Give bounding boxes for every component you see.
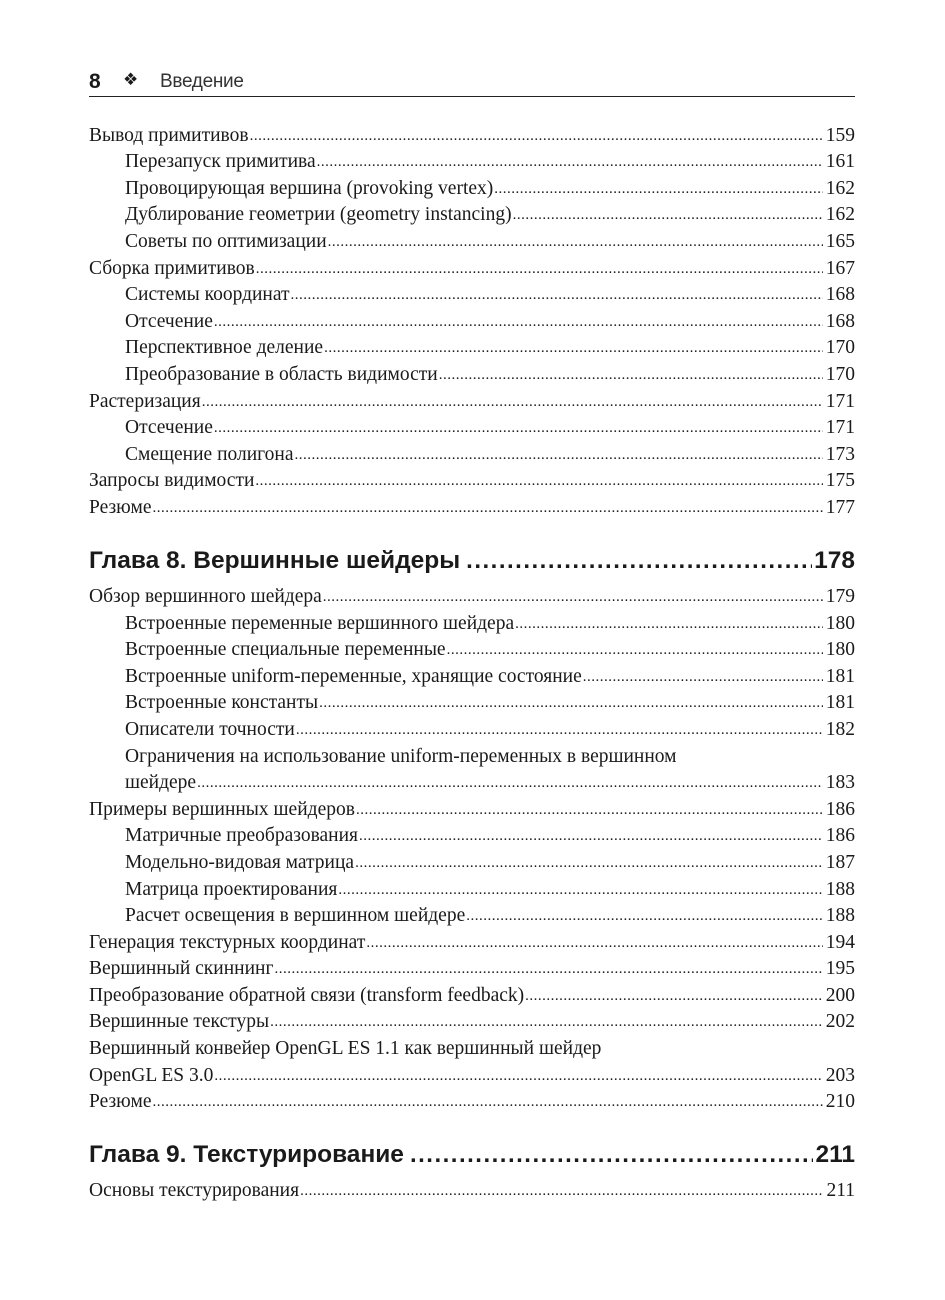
page-number: 194 <box>825 931 855 953</box>
toc-entry <box>89 770 855 797</box>
page-number: 187 <box>825 851 855 873</box>
entry-title: Примеры вершинных шейдеров <box>89 798 355 820</box>
page-number: 159 <box>825 124 855 146</box>
page-number: 181 <box>825 665 855 687</box>
dot-leader <box>270 1009 823 1036</box>
dot-leader <box>153 1089 823 1116</box>
dot-leader <box>317 149 823 176</box>
page-number: 178 <box>814 546 855 574</box>
page-number: 181 <box>825 692 855 714</box>
page-number: 183 <box>825 772 855 794</box>
dot-leader <box>295 442 823 469</box>
page-number: 186 <box>825 798 855 820</box>
toc-entry <box>89 877 855 904</box>
dot-leader <box>202 389 823 416</box>
dot-leader <box>410 1135 814 1178</box>
toc-entry <box>89 495 855 522</box>
toc-entry <box>89 664 855 691</box>
page-number: 180 <box>825 639 855 661</box>
page-number: 202 <box>825 1011 855 1033</box>
entry-title: Ограничения на использование uniform-переменных в вершинном <box>125 745 677 767</box>
toc-entry <box>89 930 855 957</box>
toc-entry <box>89 850 855 877</box>
toc-entry <box>89 309 855 336</box>
toc-entry <box>89 903 855 930</box>
entry-title: Советы по оптимизации <box>125 231 327 253</box>
dot-leader <box>256 256 823 283</box>
dot-leader <box>366 930 822 957</box>
entry-title: Расчет освещения в вершинном шейдере <box>125 905 466 927</box>
page-number: 179 <box>825 585 855 607</box>
page-number: 170 <box>825 337 855 359</box>
chapter-title: Глава 8. Вершинные шейдеры <box>89 546 461 574</box>
dot-leader <box>513 202 823 229</box>
chapter-title: Глава 9. Текстурирование <box>89 1140 404 1168</box>
chapter-heading <box>89 522 855 584</box>
toc-entry <box>89 256 855 283</box>
dot-leader <box>319 690 823 717</box>
entry-title: Резюме <box>89 1091 152 1113</box>
entry-title: Матричные преобразования <box>125 825 359 847</box>
dot-leader <box>323 584 823 611</box>
dot-leader <box>250 123 823 150</box>
entry-title: Отсечение <box>125 417 213 439</box>
entry-title: Генерация текстурных координат <box>89 931 366 953</box>
dot-leader <box>515 611 823 638</box>
entry-title: Описатели точности <box>125 718 295 740</box>
toc-entry <box>89 1009 855 1036</box>
dot-leader <box>324 335 823 362</box>
toc-entry <box>89 149 855 176</box>
page-number: 165 <box>825 231 855 253</box>
entry-title: Перезапуск примитива <box>125 151 316 173</box>
running-header <box>89 68 855 97</box>
page-number: 168 <box>825 284 855 306</box>
toc-entry <box>89 1089 855 1116</box>
toc-entry <box>89 983 855 1010</box>
toc-entry <box>89 362 855 389</box>
entry-title: OpenGL ES 3.0 <box>89 1064 214 1086</box>
dot-leader <box>328 229 823 256</box>
toc-entry <box>89 637 855 664</box>
dot-leader <box>291 282 823 309</box>
page-number: 168 <box>825 310 855 332</box>
page-number: 186 <box>825 825 855 847</box>
toc-entry <box>89 229 855 256</box>
toc-entry <box>89 468 855 495</box>
chapter-heading <box>89 1116 855 1178</box>
entry-title: Провоцирующая вершина (provoking vertex) <box>125 177 494 199</box>
toc-entry <box>89 1036 855 1063</box>
page-number: 211 <box>826 1180 855 1202</box>
toc-entry <box>89 123 855 150</box>
entry-title: Системы координат <box>125 284 290 306</box>
page-number: 188 <box>825 905 855 927</box>
entry-title: Встроенные константы <box>125 692 319 714</box>
entry-title: Преобразование в область видимости <box>125 364 438 386</box>
dot-leader <box>296 717 823 744</box>
page-number: 171 <box>825 390 855 412</box>
dot-leader <box>274 956 822 983</box>
toc-entry <box>89 744 855 771</box>
entry-title: Запросы видимости <box>89 470 255 492</box>
dot-leader <box>214 1063 822 1090</box>
dot-leader <box>439 362 823 389</box>
entry-title: Вершинный скиннинг <box>89 958 274 980</box>
dot-leader <box>153 495 823 522</box>
dot-leader <box>359 823 823 850</box>
section-title: Введение <box>160 71 244 92</box>
entry-title: Вывод примитивов <box>89 124 249 146</box>
dot-leader <box>300 1178 823 1205</box>
toc-entry <box>89 176 855 203</box>
entry-title: Растеризация <box>89 390 201 412</box>
toc-entry <box>89 690 855 717</box>
toc-entry <box>89 202 855 229</box>
dot-leader <box>214 309 823 336</box>
toc-entry <box>89 956 855 983</box>
page-number: 171 <box>825 417 855 439</box>
dot-leader <box>255 468 822 495</box>
dot-leader <box>525 983 823 1010</box>
page-number: 162 <box>825 204 855 226</box>
page-number: 200 <box>825 984 855 1006</box>
page-number: 188 <box>825 878 855 900</box>
entry-title: Дублирование геометрии (geometry instancing) <box>125 204 512 226</box>
dot-leader <box>197 770 823 797</box>
toc-entry <box>89 717 855 744</box>
page-number: 170 <box>825 364 855 386</box>
entry-title: Преобразование обратной связи (transform feedback) <box>89 984 525 1006</box>
page-number: 167 <box>825 257 855 279</box>
page-number: 8 <box>89 70 101 93</box>
entry-title: Сборка примитивов <box>89 257 255 279</box>
entry-title: Модельно-видовая матрица <box>125 851 355 873</box>
page-number: 175 <box>825 470 855 492</box>
toc-entry <box>89 282 855 309</box>
entry-title: Перспективное деление <box>125 337 324 359</box>
entry-title: Матрица проектирования <box>125 878 338 900</box>
page-number: 210 <box>825 1091 855 1113</box>
dot-leader <box>494 176 822 203</box>
entry-title: Резюме <box>89 497 152 518</box>
dot-leader <box>338 877 822 904</box>
toc-entry <box>89 1063 855 1090</box>
dot-leader <box>356 797 823 824</box>
toc-entry <box>89 442 855 469</box>
dot-leader <box>447 637 823 664</box>
entry-title: Основы текстурирования <box>89 1180 300 1202</box>
dot-leader <box>214 415 823 442</box>
page-number: 182 <box>825 718 855 740</box>
dot-leader <box>355 850 823 877</box>
page-number: 211 <box>815 1140 855 1168</box>
page-number: 195 <box>825 958 855 980</box>
page-number: 161 <box>825 151 855 173</box>
dot-leader <box>466 541 812 584</box>
entry-title: Смещение полигона <box>125 443 294 465</box>
entry-title: Отсечение <box>125 310 213 332</box>
dot-leader <box>466 903 823 930</box>
entry-title: шейдере <box>125 772 197 794</box>
toc-entry <box>89 389 855 416</box>
toc-entry <box>89 823 855 850</box>
entry-title: Встроенные uniform-переменные, хранящие состояние <box>125 665 582 687</box>
entry-title: Обзор вершинного шейдера <box>89 585 322 607</box>
page-number: 173 <box>825 443 855 465</box>
ornament-icon: ❖ <box>123 70 139 89</box>
toc-entry <box>89 335 855 362</box>
toc-entry <box>89 415 855 442</box>
entry-title: Встроенные специальные переменные <box>125 639 446 661</box>
entry-title: Встроенные переменные вершинного шейдера <box>125 612 515 634</box>
page-number: 180 <box>825 612 855 634</box>
toc-entry <box>89 1178 855 1205</box>
table-of-contents <box>89 123 855 1205</box>
page-number: 203 <box>825 1064 855 1086</box>
toc-entry <box>89 611 855 638</box>
toc-entry <box>89 797 855 824</box>
dot-leader <box>583 664 823 691</box>
page-number: 162 <box>825 177 855 199</box>
page-number: 177 <box>825 497 855 518</box>
toc-entry <box>89 584 855 611</box>
entry-title: Вершинные текстуры <box>89 1011 270 1033</box>
entry-title: Вершинный конвейер OpenGL ES 1.1 как вершинный шейдер <box>89 1038 602 1060</box>
